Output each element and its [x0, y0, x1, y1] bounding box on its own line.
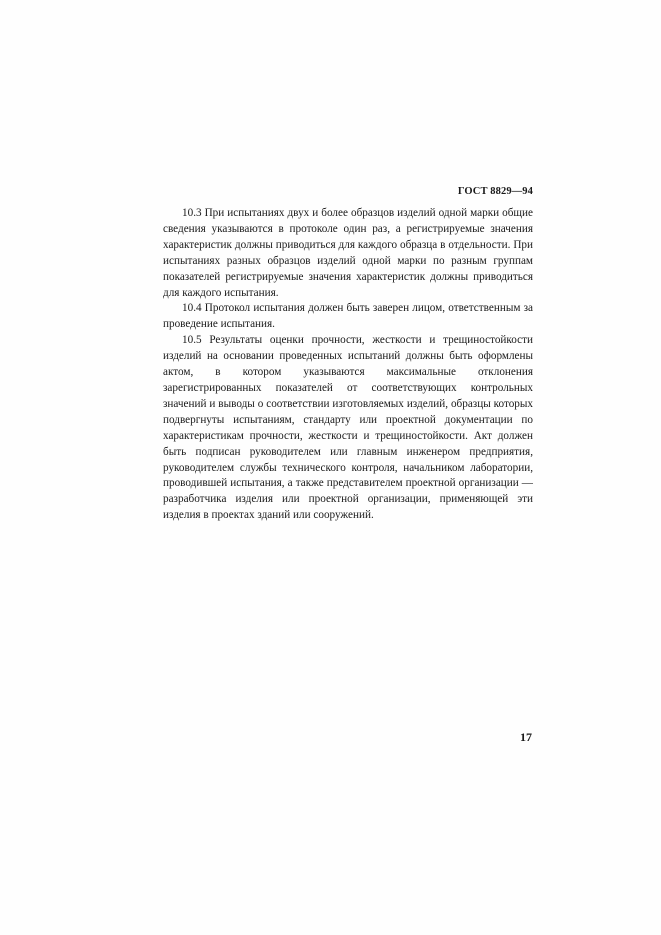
paragraph-10-4: 10.4 Протокол испытания должен быть заверен лицом, ответственным за проведение испытания.	[163, 302, 533, 331]
document-body	[163, 206, 533, 524]
page-number: 17	[520, 730, 532, 744]
document-code: ГОСТ 8829—94	[457, 186, 533, 197]
paragraph-10-5: 10.5 Результаты оценки прочности, жесткости и трещиностойкости изделий на основании проведенных испытаний должны быть оформлены актом, в котором указываются максимальные отклонения зарегистрированных показателей от соответствующих контрольных значений и выводы о соответствии изготовляемых изделий, образцы которых подвергнуты испытаниям, стандарту или проектной документации по характеристикам прочности, жесткости и трещиностойкости. Акт должен быть подписан руководителем или главным инженером предприятия, руководителем службы технического контроля, начальником лаборатории, проводившей испытания, а также представителем проектной организации — разработчика изделия или проектной организации, применяющей эти изделия в проектах зданий или сооружений.	[163, 334, 533, 522]
paragraph-10-3: 10.3 При испытаниях двух и более образцов изделий одной марки общие сведения указываются в протоколе один раз, а регистрируемые значения характеристик должны приводиться для каждого образца в отдельности. При испытаниях разных образцов изделий одной марки по разным группам показателей регистрируемые значения характеристик должны приводиться для каждого испытания.	[163, 207, 533, 299]
